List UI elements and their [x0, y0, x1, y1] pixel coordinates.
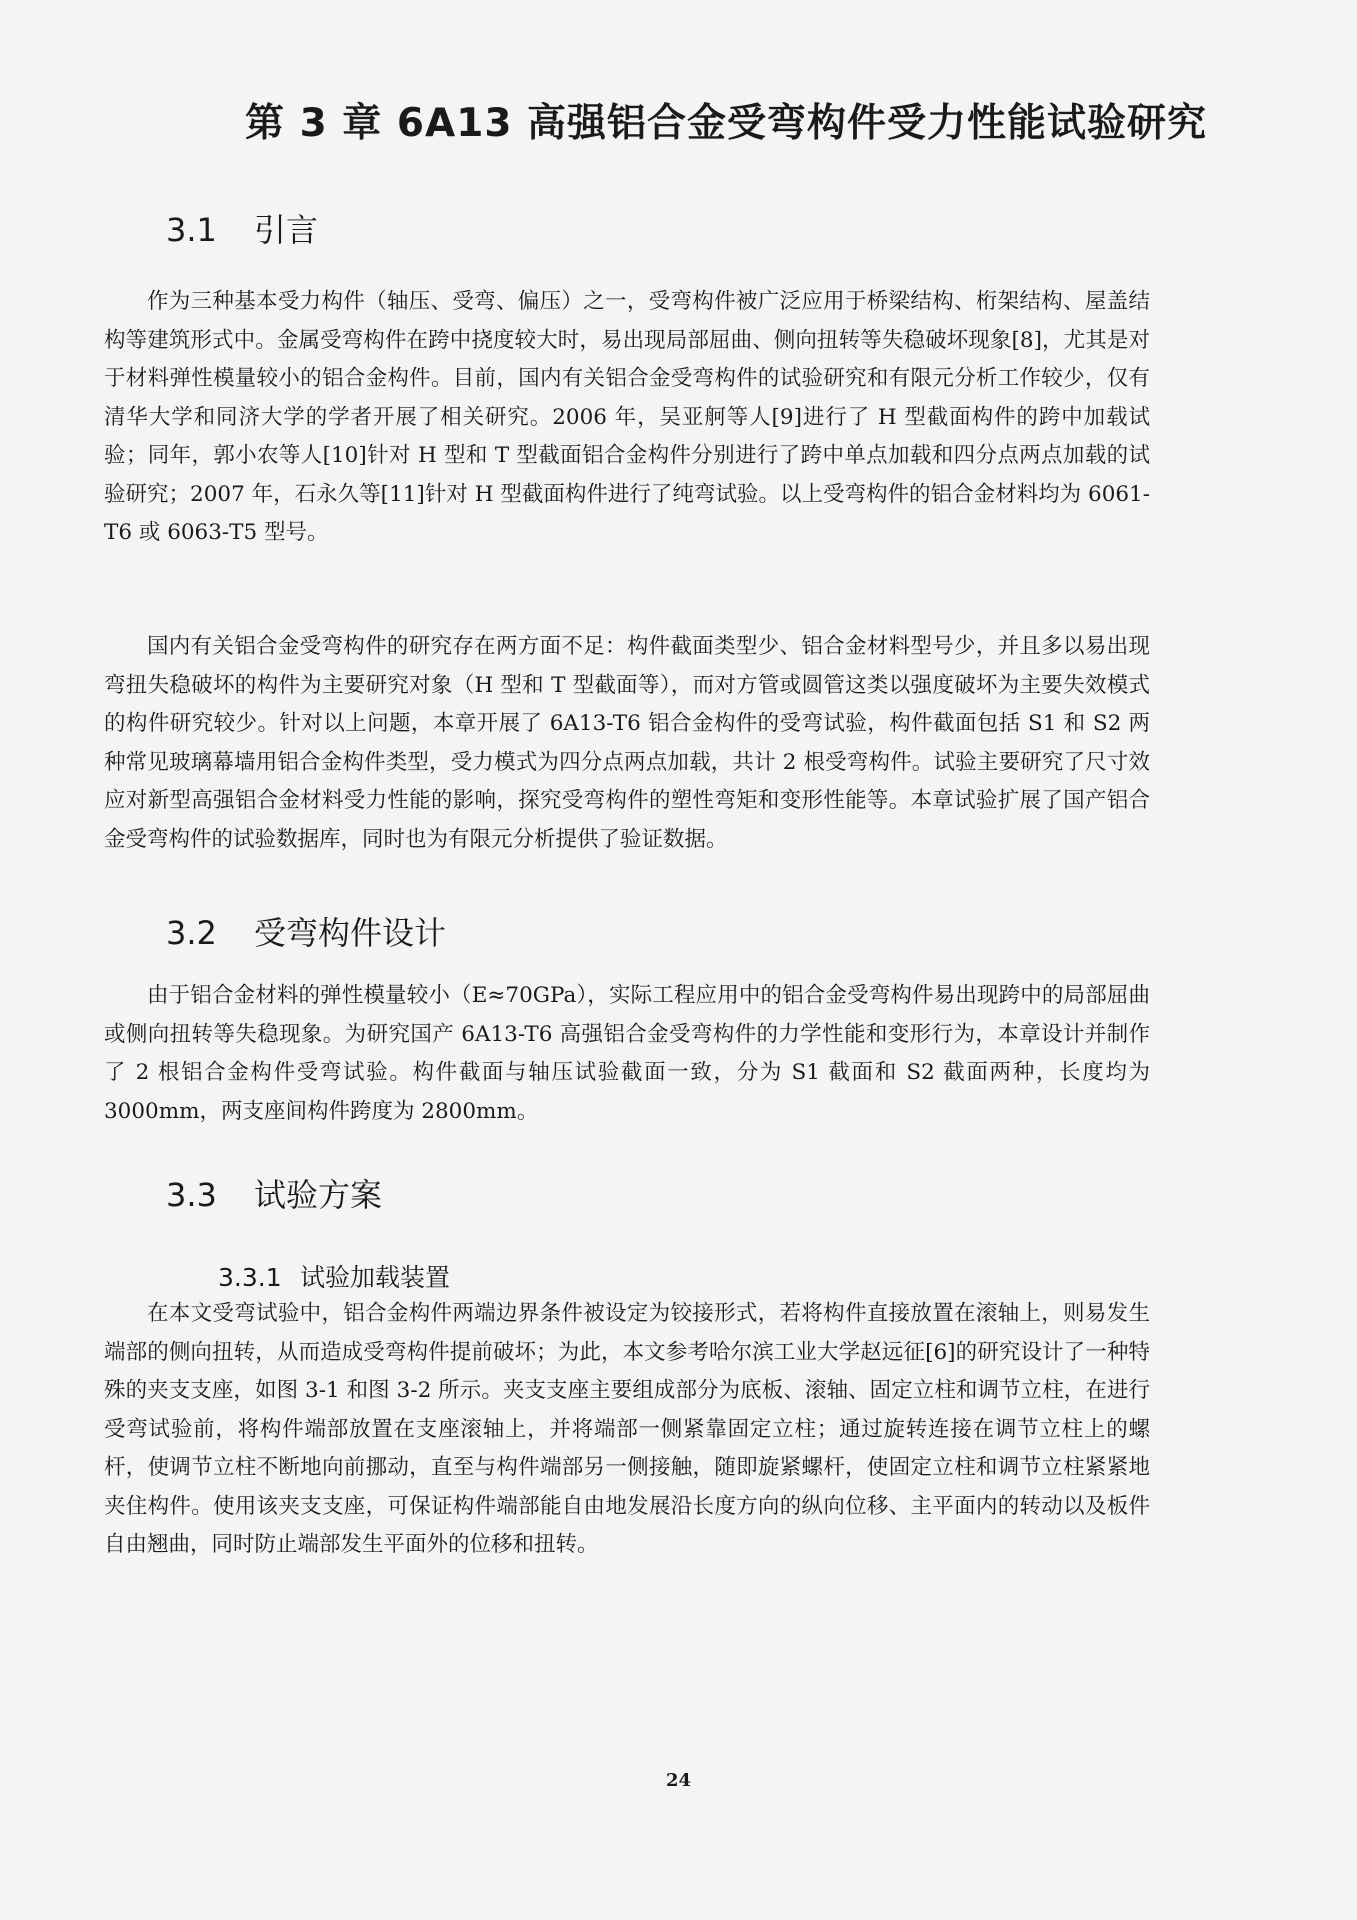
- paragraph-intro-2: 国内有关铝合金受弯构件的研究存在两方面不足：构件截面类型少、铝合金材料型号少，并且多以易出现弯扭失稳破坏的构件为主要研究对象（H 型和 T 型截面等），而对方管或圆管这类以强度破坏为主要失效模式的构件研究较少。针对以上问题，本章开展了 6A13-T6 铝合金构件的受弯试验，构件截面包括 S1 和 S2 两种常见玻璃幕墙用铝合金构件类型，受力模式为四分点两点加载，共计 2 根受弯构件。试验主要研究了尺寸效应对新型高强铝合金材料受力性能的影响，探究受弯构件的塑性弯矩和变形性能等。本章试验扩展了国产铝合金受弯构件的试验数据库，同时也为有限元分析提供了验证数据。: [104, 634, 1150, 852]
- section-title: 引言: [254, 211, 319, 249]
- section-heading-3-1: [166, 205, 318, 251]
- section-number: 3.1: [166, 211, 217, 249]
- paragraph-loading-device: 在本文受弯试验中，铝合金构件两端边界条件被设定为铰接形式，若将构件直接放置在滚轴上，则易发生端部的侧向扭转，从而造成受弯构件提前破坏；为此，本文参考哈尔滨工业大学赵远征[6]的研究设计了一种特殊的夹支支座，如图 3-1 和图 3-2 所示。夹支支座主要组成部分为底板、滚轴、固定立柱和调节立柱，在进行受弯试验前，将构件端部放置在支座滚轴上，并将端部一侧紧靠固定立柱；通过旋转连接在调节立柱上的螺杆，使调节立柱不断地向前挪动，直至与构件端部另一侧接触，随即旋紧螺杆，使固定立柱和调节立柱紧紧地夹住构件。使用该夹支支座，可保证构件端部能自由地发展沿长度方向的纵向位移、主平面内的转动以及板件自由翘曲，同时防止端部发生平面外的位移和扭转。: [104, 1301, 1150, 1557]
- section-number: 3.2: [166, 914, 217, 952]
- section-title: 试验方案: [254, 1176, 383, 1214]
- subsection-number: 3.3.1: [218, 1263, 282, 1292]
- subsection-heading-3-3-1: [218, 1258, 450, 1294]
- page-number: 24: [665, 1770, 692, 1791]
- subsection-title: 试验加载装置: [300, 1263, 451, 1292]
- section-heading-3-3: [166, 1170, 382, 1216]
- chapter-title: 第 3 章 6A13 高强铝合金受弯构件受力性能试验研究: [245, 101, 1208, 146]
- paragraph-intro-1: 作为三种基本受力构件（轴压、受弯、偏压）之一，受弯构件被广泛应用于桥梁结构、桁架结构、屋盖结构等建筑形式中。金属受弯构件在跨中挠度较大时，易出现局部屈曲、侧向扭转等失稳破坏现象[8]，尤其是对于材料弹性模量较小的铝合金构件。目前，国内有关铝合金受弯构件的试验研究和有限元分析工作较少，仅有清华大学和同济大学的学者开展了相关研究。2006 年，吴亚舸等人[9]进行了 H 型截面构件的跨中加载试验；同年，郭小农等人[10]针对 H 型和 T 型截面铝合金构件分别进行了跨中单点加载和四分点两点加载的试验研究；2007 年，石永久等[11]针对 H 型截面构件进行了纯弯试验。以上受弯构件的铝合金材料均为 6061-T6 或 6063-T5 型号。: [104, 289, 1150, 545]
- paragraph-design: 由于铝合金材料的弹性模量较小（E≈70GPa），实际工程应用中的铝合金受弯构件易出现跨中的局部屈曲或侧向扭转等失稳现象。为研究国产 6A13-T6 高强铝合金受弯构件的力学性能和变形行为，本章设计并制作了 2 根铝合金构件受弯试验。构件截面与轴压试验截面一致，分为 S1 截面和 S2 截面两种，长度均为 3000mm，两支座间构件跨度为 2800mm。: [104, 983, 1150, 1124]
- section-heading-3-2: [166, 908, 446, 954]
- section-number: 3.3: [166, 1176, 217, 1214]
- section-title: 受弯构件设计: [254, 914, 447, 952]
